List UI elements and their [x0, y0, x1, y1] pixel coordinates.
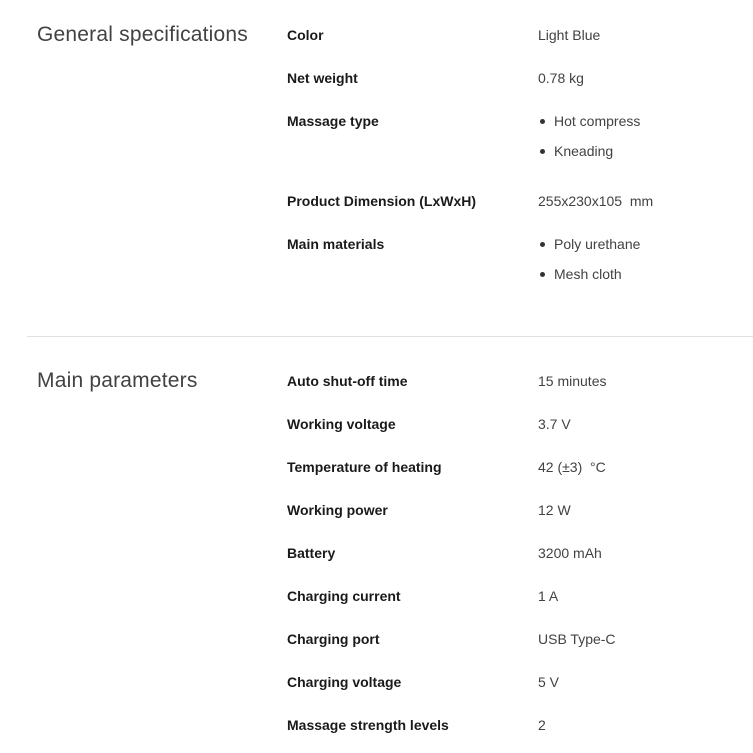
bullet-icon: [540, 149, 545, 154]
spec-row-color: [287, 27, 753, 44]
spec-row-auto-shut-off-time: [287, 373, 753, 390]
spec-label: Product Dimension (LxWxH): [287, 193, 477, 209]
bullet-icon: [540, 272, 545, 277]
spec-label: Battery: [287, 545, 336, 561]
spec-value: Kneading: [554, 143, 614, 159]
spec-label: Working power: [287, 502, 388, 518]
list-item: [538, 143, 640, 160]
spec-label: Charging voltage: [287, 674, 402, 690]
spec-value: 2: [538, 717, 546, 733]
section-title: Main parameters: [37, 369, 198, 392]
spec-row-charging-port: [287, 631, 753, 648]
spec-value: 0.78 kg: [538, 70, 584, 86]
spec-value: 3.7 V: [538, 416, 571, 432]
spec-label: Net weight: [287, 70, 358, 86]
list-item: [538, 113, 640, 130]
spec-rows: [287, 27, 753, 283]
spec-value: Light Blue: [538, 27, 601, 43]
spec-rows: [287, 373, 753, 734]
spec-label: Charging port: [287, 631, 380, 647]
spec-row-main-materials: [287, 236, 753, 283]
section-general-specifications: [0, 0, 753, 283]
value-list: [538, 236, 640, 283]
spec-value: Mesh cloth: [554, 266, 622, 282]
list-item: [538, 266, 640, 283]
spec-label: Temperature of heating: [287, 459, 442, 475]
spec-row-working-power: [287, 502, 753, 519]
spec-label: Main materials: [287, 236, 385, 252]
spec-value: 12 W: [538, 502, 571, 518]
bullet-icon: [540, 119, 545, 124]
spec-row-battery: [287, 545, 753, 562]
spec-label: Charging current: [287, 588, 401, 604]
spec-value: Poly urethane: [554, 236, 641, 252]
spec-row-massage-type: [287, 113, 753, 160]
spec-row-temperature-of-heating: [287, 459, 753, 476]
spec-row-charging-voltage: [287, 674, 753, 691]
spec-row-charging-current: [287, 588, 753, 605]
spec-label: Working voltage: [287, 416, 396, 432]
spec-value: 3200 mAh: [538, 545, 602, 561]
spec-value: 42 (±3) °C: [538, 459, 606, 475]
spec-label: Auto shut-off time: [287, 373, 408, 389]
spec-value: 255x230x105 mm: [538, 193, 654, 209]
spec-row-product-dimension: [287, 193, 753, 210]
spec-label: Color: [287, 27, 324, 43]
spec-value: 15 minutes: [538, 373, 607, 389]
spec-label: Massage type: [287, 113, 379, 129]
section-main-parameters: [0, 337, 753, 734]
spec-row-working-voltage: [287, 416, 753, 433]
bullet-icon: [540, 242, 545, 247]
spec-row-net-weight: [287, 70, 753, 87]
list-item: [538, 236, 640, 253]
spec-value: 1 A: [538, 588, 559, 604]
spec-row-massage-strength-levels: [287, 717, 753, 734]
spec-label: Massage strength levels: [287, 717, 449, 733]
spec-value: 5 V: [538, 674, 560, 690]
spec-value: Hot compress: [554, 113, 641, 129]
value-list: [538, 113, 640, 160]
section-title: General specifications: [37, 23, 249, 46]
spec-value: USB Type-C: [538, 631, 616, 647]
